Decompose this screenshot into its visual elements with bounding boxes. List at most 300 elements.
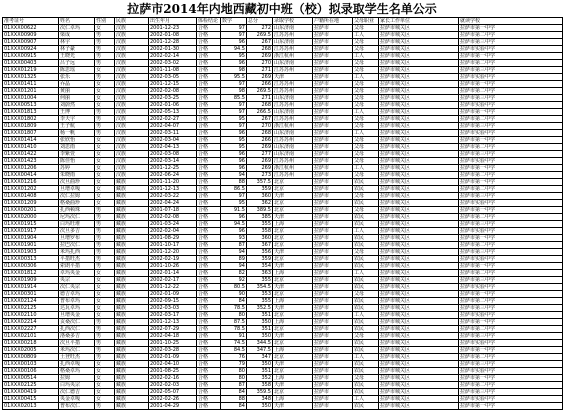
table-cell: 01XXX01812 xyxy=(3,270,59,277)
table-cell: 农民 xyxy=(353,284,379,291)
table-cell: 天津 xyxy=(273,361,313,368)
table-cell: 360 xyxy=(247,235,273,242)
table-row xyxy=(3,347,563,354)
table-cell: 洛桑多吉 xyxy=(59,333,95,340)
table-cell: 合格 xyxy=(197,151,221,158)
table-row xyxy=(3,81,563,88)
table-cell: 上海 xyxy=(273,347,313,354)
table-cell: 拉萨市 xyxy=(313,347,353,354)
table-cell: 2002-03-25 xyxy=(149,95,197,102)
table-cell: 陈佳怡 xyxy=(59,158,95,165)
table-cell: 2002-03-04 xyxy=(149,137,197,144)
table-cell: 拉萨市城关区 xyxy=(379,207,459,214)
table-cell: 96 xyxy=(221,158,247,165)
table-cell: 工人 xyxy=(353,53,379,60)
table-cell: 卓玛央金 xyxy=(59,270,95,277)
table-cell: 男 xyxy=(95,347,115,354)
table-cell: 藏族 xyxy=(115,249,149,256)
table-row xyxy=(3,284,563,291)
table-cell: 拉萨市第三中学 xyxy=(459,305,563,312)
table-cell: 356 xyxy=(247,249,273,256)
table-cell: 工人 xyxy=(353,354,379,361)
table-cell: 拉萨市第二中学 xyxy=(459,88,563,95)
table-cell: 拉萨市 xyxy=(313,375,353,382)
table-cell: 80 xyxy=(221,368,247,375)
table-cell: 拉萨市 xyxy=(313,172,353,179)
table-cell: 苏婷 xyxy=(59,165,95,172)
table-cell: 合格 xyxy=(197,60,221,67)
table-cell: 97 xyxy=(221,193,247,200)
table-cell: 拉萨市 xyxy=(313,88,353,95)
table-cell: 合格 xyxy=(197,81,221,88)
table-cell: 拉萨市城关区 xyxy=(379,39,459,46)
table-cell: 269 xyxy=(247,165,273,172)
table-cell: 父母 xyxy=(353,88,379,95)
table-cell: 拉萨市 xyxy=(313,305,353,312)
table-cell: 2002-01-14 xyxy=(149,270,197,277)
table-cell: 藏族 xyxy=(115,270,149,277)
table-cell: 汉族 xyxy=(115,144,149,151)
table-row xyxy=(3,172,563,179)
table-cell: 2002-02-19 xyxy=(149,256,197,263)
table-cell: 王博 xyxy=(59,109,95,116)
table-cell: 359 xyxy=(247,256,273,263)
table-cell: 合格 xyxy=(197,242,221,249)
table-row xyxy=(3,46,563,53)
table-cell: 拉萨市第三中学 xyxy=(459,333,563,340)
table-cell: 北京 xyxy=(273,200,313,207)
table-row xyxy=(3,277,563,284)
table-cell: 359.5 xyxy=(247,389,273,396)
table-cell: 女 xyxy=(95,193,115,200)
table-cell: 350 xyxy=(247,403,273,410)
table-cell: 浙江杭州 xyxy=(273,165,313,172)
table-cell: 拉萨市实验中学 xyxy=(459,228,563,235)
table-cell: 拉萨市 xyxy=(313,361,353,368)
table-cell: 合格 xyxy=(197,361,221,368)
table-cell: 山东济南 xyxy=(273,95,313,102)
table-cell: 合格 xyxy=(197,291,221,298)
table-row xyxy=(3,368,563,375)
table-cell: 2002-04-07 xyxy=(149,123,197,130)
table-cell: 拉萨市 xyxy=(313,123,353,130)
table-cell: 拉萨市城关区 xyxy=(379,172,459,179)
table-cell: 父母 xyxy=(353,375,379,382)
table-cell: 拉萨市城关区 xyxy=(379,263,459,270)
table-cell: 267 xyxy=(247,39,273,46)
table-cell: 拉萨市城关区 xyxy=(379,312,459,319)
table-cell: 藏族 xyxy=(115,375,149,382)
table-row xyxy=(3,53,563,60)
table-row xyxy=(3,340,563,347)
table-cell: 北京 xyxy=(273,235,313,242)
table-row xyxy=(3,326,563,333)
table-cell: 藏族 xyxy=(115,221,149,228)
table-cell: 拉萨市城关区 xyxy=(379,137,459,144)
table-cell: 拉萨市城关区 xyxy=(379,354,459,361)
table-cell: 2002-01-08 xyxy=(149,32,197,39)
table-cell: 女 xyxy=(95,291,115,298)
table-cell: 96 xyxy=(221,60,247,67)
table-cell: 2002-02-17 xyxy=(149,277,197,284)
table-cell: 拉萨市城关区 xyxy=(379,375,459,382)
table-cell: 合格 xyxy=(197,403,221,410)
table-cell: 拉萨市城关区 xyxy=(379,319,459,326)
table-cell: 合格 xyxy=(197,193,221,200)
table-cell: 352.5 xyxy=(247,305,273,312)
table-cell: 88 xyxy=(221,179,247,186)
table-cell: 男 xyxy=(95,39,115,46)
table-cell: 拉萨市城关区 xyxy=(379,200,459,207)
table-cell: 普布次仁 xyxy=(59,403,95,410)
table-cell: 次旦多吉 xyxy=(59,228,95,235)
table-cell: 合格 xyxy=(197,95,221,102)
table-cell: 刘蔚然 xyxy=(59,102,95,109)
table-cell: 合格 xyxy=(197,123,221,130)
table-cell: 01XXX00414 xyxy=(3,172,59,179)
table-cell: 农民 xyxy=(353,382,379,389)
table-cell: 94 xyxy=(221,263,247,270)
table-cell: 拉萨市城关区 xyxy=(379,193,459,200)
table-row xyxy=(3,263,563,270)
table-cell: 张欣怡 xyxy=(59,137,95,144)
table-cell: 女 xyxy=(95,25,115,32)
table-cell: 拉萨市 xyxy=(313,270,353,277)
table-cell: 合格 xyxy=(197,284,221,291)
table-cell: 汉族 xyxy=(115,53,149,60)
table-cell: 女 xyxy=(95,144,115,151)
table-cell: 拉萨市城关区 xyxy=(379,158,459,165)
table-cell: 363 xyxy=(247,270,273,277)
table-cell: 藏族 xyxy=(115,340,149,347)
table-cell: 2001-12-22 xyxy=(149,284,197,291)
column-header: 民族 xyxy=(115,18,149,25)
table-cell: 合格 xyxy=(197,375,221,382)
table-cell: 上海 xyxy=(273,396,313,403)
table-cell: 367 xyxy=(247,242,273,249)
table-cell: 2002-04-10 xyxy=(149,361,197,368)
table-cell: 拉萨市第一中学 xyxy=(459,165,563,172)
table-cell: 2001-08-29 xyxy=(149,235,197,242)
table-cell: 工人 xyxy=(353,32,379,39)
table-cell: 农民 xyxy=(353,326,379,333)
table-cell: 2002-07-29 xyxy=(149,326,197,333)
table-cell: 拉萨市 xyxy=(313,228,353,235)
table-cell: 拉萨市第二中学 xyxy=(459,186,563,193)
table-cell: 01XXX01201 xyxy=(3,88,59,95)
table-cell: 拉萨市城关区 xyxy=(379,340,459,347)
table-cell: 350 xyxy=(247,319,273,326)
table-cell: 01XXX01901 xyxy=(3,242,59,249)
table-row xyxy=(3,389,563,396)
table-cell: 父母 xyxy=(353,102,379,109)
table-cell: 藏族 xyxy=(115,361,149,368)
table-cell: 农民 xyxy=(353,361,379,368)
table-cell: 藏族 xyxy=(115,319,149,326)
table-cell: 吕子远 xyxy=(59,60,95,67)
table-cell: 工人 xyxy=(353,396,379,403)
table-cell: 山东济南 xyxy=(273,39,313,46)
table-cell: 拉萨市 xyxy=(313,53,353,60)
table-cell: 拉萨市城关区 xyxy=(379,53,459,60)
table-cell: 王晓光 xyxy=(59,53,95,60)
table-cell: 天津 xyxy=(273,305,313,312)
table-cell: 女 xyxy=(95,375,115,382)
table-cell: 01XXX00415 xyxy=(3,396,59,403)
table-row xyxy=(3,354,563,361)
table-cell: 2002-02-08 xyxy=(149,214,197,221)
table-cell: 84 xyxy=(221,389,247,396)
table-cell: 94.5 xyxy=(221,221,247,228)
table-cell: 01XXX01914 xyxy=(3,284,59,291)
table-row xyxy=(3,25,563,32)
table-cell: 拉萨市第二中学 xyxy=(459,298,563,305)
table-cell: 汉族 xyxy=(115,137,149,144)
table-cell: 江苏苏州 xyxy=(273,46,313,53)
table-cell: 藏族 xyxy=(115,242,149,249)
table-cell: 2002-02-26 xyxy=(149,396,197,403)
table-cell: 天津 xyxy=(273,403,313,410)
table-cell: 汉族 xyxy=(115,88,149,95)
table-cell: 汉族 xyxy=(115,32,149,39)
table-cell: 拉萨市 xyxy=(313,235,353,242)
table-cell: 拉萨市第一中学 xyxy=(459,109,563,116)
table-cell: 女 xyxy=(95,382,115,389)
table-cell: 上海 xyxy=(273,375,313,382)
table-cell: 汉族 xyxy=(115,25,149,32)
table-cell: 2002-05-13 xyxy=(149,109,197,116)
table-cell: 汉族 xyxy=(115,172,149,179)
table-cell: 拉萨市城关区 xyxy=(379,116,459,123)
table-cell: 工人 xyxy=(353,74,379,81)
table-cell: 汉族 xyxy=(115,123,149,130)
table-row xyxy=(3,151,563,158)
table-cell: 拉萨市 xyxy=(313,165,353,172)
table-cell: 杨一帆 xyxy=(59,130,95,137)
table-cell: 德吉卓玛 xyxy=(59,291,95,298)
table-cell: 95.5 xyxy=(221,74,247,81)
table-row xyxy=(3,137,563,144)
table-cell: 藏族 xyxy=(115,333,149,340)
table-cell: 拉萨市 xyxy=(313,109,353,116)
table-cell: 天津 xyxy=(273,284,313,291)
table-cell: 汉族 xyxy=(115,46,149,53)
table-cell: 女 xyxy=(95,368,115,375)
table-cell: 351 xyxy=(247,368,273,375)
table-cell: 98 xyxy=(221,88,247,95)
table-cell: 北京 xyxy=(273,186,313,193)
table-cell: 2002-03-08 xyxy=(149,151,197,158)
table-cell: 男 xyxy=(95,235,115,242)
table-cell: 江苏苏州 xyxy=(273,88,313,95)
table-cell: 拉萨市 xyxy=(313,298,353,305)
table-cell: 农民 xyxy=(353,389,379,396)
table-cell: 268 xyxy=(247,130,273,137)
table-cell: 次仁拉姆 xyxy=(59,193,95,200)
table-cell: 扎西次仁 xyxy=(59,326,95,333)
table-cell: 2001-11-08 xyxy=(149,67,197,74)
table-cell: 藏族 xyxy=(115,354,149,361)
table-cell: 黄丽 xyxy=(59,88,95,95)
table-cell: 央金卓嘎 xyxy=(59,396,95,403)
table-cell: 农民 xyxy=(353,319,379,326)
table-row xyxy=(3,109,563,116)
table-cell: 拉萨市第三中学 xyxy=(459,249,563,256)
table-cell: 贡桑次仁 xyxy=(59,319,95,326)
table-cell: 94 xyxy=(221,172,247,179)
table-cell: 359 xyxy=(247,186,273,193)
table-cell: 拉萨市第二中学 xyxy=(459,242,563,249)
table-cell: 拉萨市第三中学 xyxy=(459,277,563,284)
table-cell: 273 xyxy=(247,172,273,179)
table-cell: 江苏苏州 xyxy=(273,158,313,165)
table-cell: 米玛扎西 xyxy=(59,249,95,256)
table-cell: 天津 xyxy=(273,263,313,270)
table-body xyxy=(3,25,563,410)
table-cell: 朱晓雨 xyxy=(59,172,95,179)
table-cell: 2001-10-25 xyxy=(149,340,197,347)
table-cell: 01XXX00301 xyxy=(3,291,59,298)
table-cell: 2002-02-14 xyxy=(149,53,197,60)
table-row xyxy=(3,32,563,39)
table-cell: 父母 xyxy=(353,249,379,256)
table-cell: 拉萨市 xyxy=(313,32,353,39)
table-cell: 拉萨市第一中学 xyxy=(459,81,563,88)
table-cell: 工人 xyxy=(353,228,379,235)
table-cell: 父母 xyxy=(353,172,379,179)
table-cell: 79 xyxy=(221,361,247,368)
table-row xyxy=(3,305,563,312)
table-cell: 01XXX02125 xyxy=(3,305,59,312)
table-cell: 平措旺杰 xyxy=(59,256,95,263)
table-cell: 农民 xyxy=(353,263,379,270)
table-cell: 汉族 xyxy=(115,165,149,172)
table-cell: 拉萨市第二中学 xyxy=(459,382,563,389)
table-cell: 拉萨市第三中学 xyxy=(459,221,563,228)
table-cell: 266 xyxy=(247,81,273,88)
table-cell: 拉萨市 xyxy=(313,249,353,256)
column-header: 性别 xyxy=(95,18,115,25)
table-cell: 拉萨市第一中学 xyxy=(459,235,563,242)
table-cell: 男 xyxy=(95,221,115,228)
table-cell: 355 xyxy=(247,221,273,228)
table-cell: 拉萨市 xyxy=(313,221,353,228)
table-cell: 拉萨市城关区 xyxy=(379,235,459,242)
table-cell: 拉萨市 xyxy=(313,214,353,221)
table-cell: 96 xyxy=(221,39,247,46)
table-cell: 北京 xyxy=(273,242,313,249)
table-cell: 拉萨市 xyxy=(313,137,353,144)
table-cell: 2002-03-14 xyxy=(149,158,197,165)
table-cell: 347 xyxy=(247,354,273,361)
page-title: 拉萨市2014年内地西藏初中班（校）拟录取学生名单公示 xyxy=(127,2,437,16)
table-cell: 拉萨市城关区 xyxy=(379,249,459,256)
table-cell: 348 xyxy=(247,396,273,403)
table-cell: 达瓦卓玛 xyxy=(59,305,95,312)
table-cell: 271 xyxy=(247,95,273,102)
table-cell: 汉族 xyxy=(115,95,149,102)
table-row xyxy=(3,123,563,130)
table-cell: 拉萨市城关区 xyxy=(379,144,459,151)
table-cell: 次旦平措 xyxy=(59,340,95,347)
table-cell: 拉萨市第一中学 xyxy=(459,347,563,354)
table-cell: 男 xyxy=(95,326,115,333)
table-header-row xyxy=(3,18,563,25)
table-cell: 林宇 xyxy=(59,39,95,46)
table-cell: 父母 xyxy=(353,116,379,123)
table-cell: 女 xyxy=(95,102,115,109)
table-cell: 01XXX01904 xyxy=(3,235,59,242)
table-cell: 2002-03-11 xyxy=(149,130,197,137)
table-cell: 269 xyxy=(247,53,273,60)
table-cell: 女 xyxy=(95,165,115,172)
table-row xyxy=(3,221,563,228)
table-cell: 男 xyxy=(95,319,115,326)
table-cell: 拉萨市城关区 xyxy=(379,32,459,39)
table-cell: 拉萨市第一中学 xyxy=(459,263,563,270)
table-row xyxy=(3,60,563,67)
table-cell: 北京 xyxy=(273,277,313,284)
table-cell: 355 xyxy=(247,277,273,284)
table-cell: 01XXX00915 xyxy=(3,53,59,60)
table-cell: 汉族 xyxy=(115,109,149,116)
table-cell: 拉萨市实验中学 xyxy=(459,130,563,137)
table-row xyxy=(3,298,563,305)
table-cell: 拉萨市城关区 xyxy=(379,389,459,396)
table-cell: 农民 xyxy=(353,277,379,284)
table-cell: 拉萨市城关区 xyxy=(379,95,459,102)
table-cell: 合格 xyxy=(197,228,221,235)
table-cell: 拉萨市第二中学 xyxy=(459,144,563,151)
table-cell: 拉萨市 xyxy=(313,186,353,193)
table-cell: 合格 xyxy=(197,172,221,179)
column-header: 户籍所在地 xyxy=(313,18,353,25)
table-cell: 拉萨市城关区 xyxy=(379,277,459,284)
table-row xyxy=(3,179,563,186)
table-cell: 男 xyxy=(95,116,115,123)
column-header: 姓名 xyxy=(59,18,95,25)
table-cell: 01XXX02101 xyxy=(3,333,59,340)
table-cell: 2002-01-09 xyxy=(149,291,197,298)
table-cell: 白玛央宗 xyxy=(59,382,95,389)
table-cell: 格桑曲珍 xyxy=(59,200,95,207)
table-cell: 2002-02-16 xyxy=(149,375,197,382)
table-cell: 01XXX02013 xyxy=(3,403,59,410)
table-cell: 次仁央宗 xyxy=(59,284,95,291)
table-cell: 拉萨市第三中学 xyxy=(459,361,563,368)
table-cell: 拉萨市实验中学 xyxy=(459,368,563,375)
table-cell: 合格 xyxy=(197,39,221,46)
table-cell: 北京 xyxy=(273,312,313,319)
table-cell: 藏族 xyxy=(115,284,149,291)
table-cell: 拉萨市城关区 xyxy=(379,333,459,340)
table-cell: 拉萨市第三中学 xyxy=(459,193,563,200)
table-row xyxy=(3,361,563,368)
table-cell: 拉萨市实验中学 xyxy=(459,312,563,319)
table-cell: 男 xyxy=(95,130,115,137)
column-header: 就读学校 xyxy=(459,18,563,25)
table-cell: 拉萨市城关区 xyxy=(379,291,459,298)
table-cell: 次仁卓玛 xyxy=(59,25,95,32)
table-cell: 97 xyxy=(221,102,247,109)
table-cell: 工人 xyxy=(353,109,379,116)
table-cell: 拉萨市 xyxy=(313,46,353,53)
table-cell: 尼玛次仁 xyxy=(59,214,95,221)
table-cell: 拉萨市 xyxy=(313,25,353,32)
table-cell: 父母 xyxy=(353,81,379,88)
table-row xyxy=(3,396,563,403)
table-cell: 268 xyxy=(247,102,273,109)
